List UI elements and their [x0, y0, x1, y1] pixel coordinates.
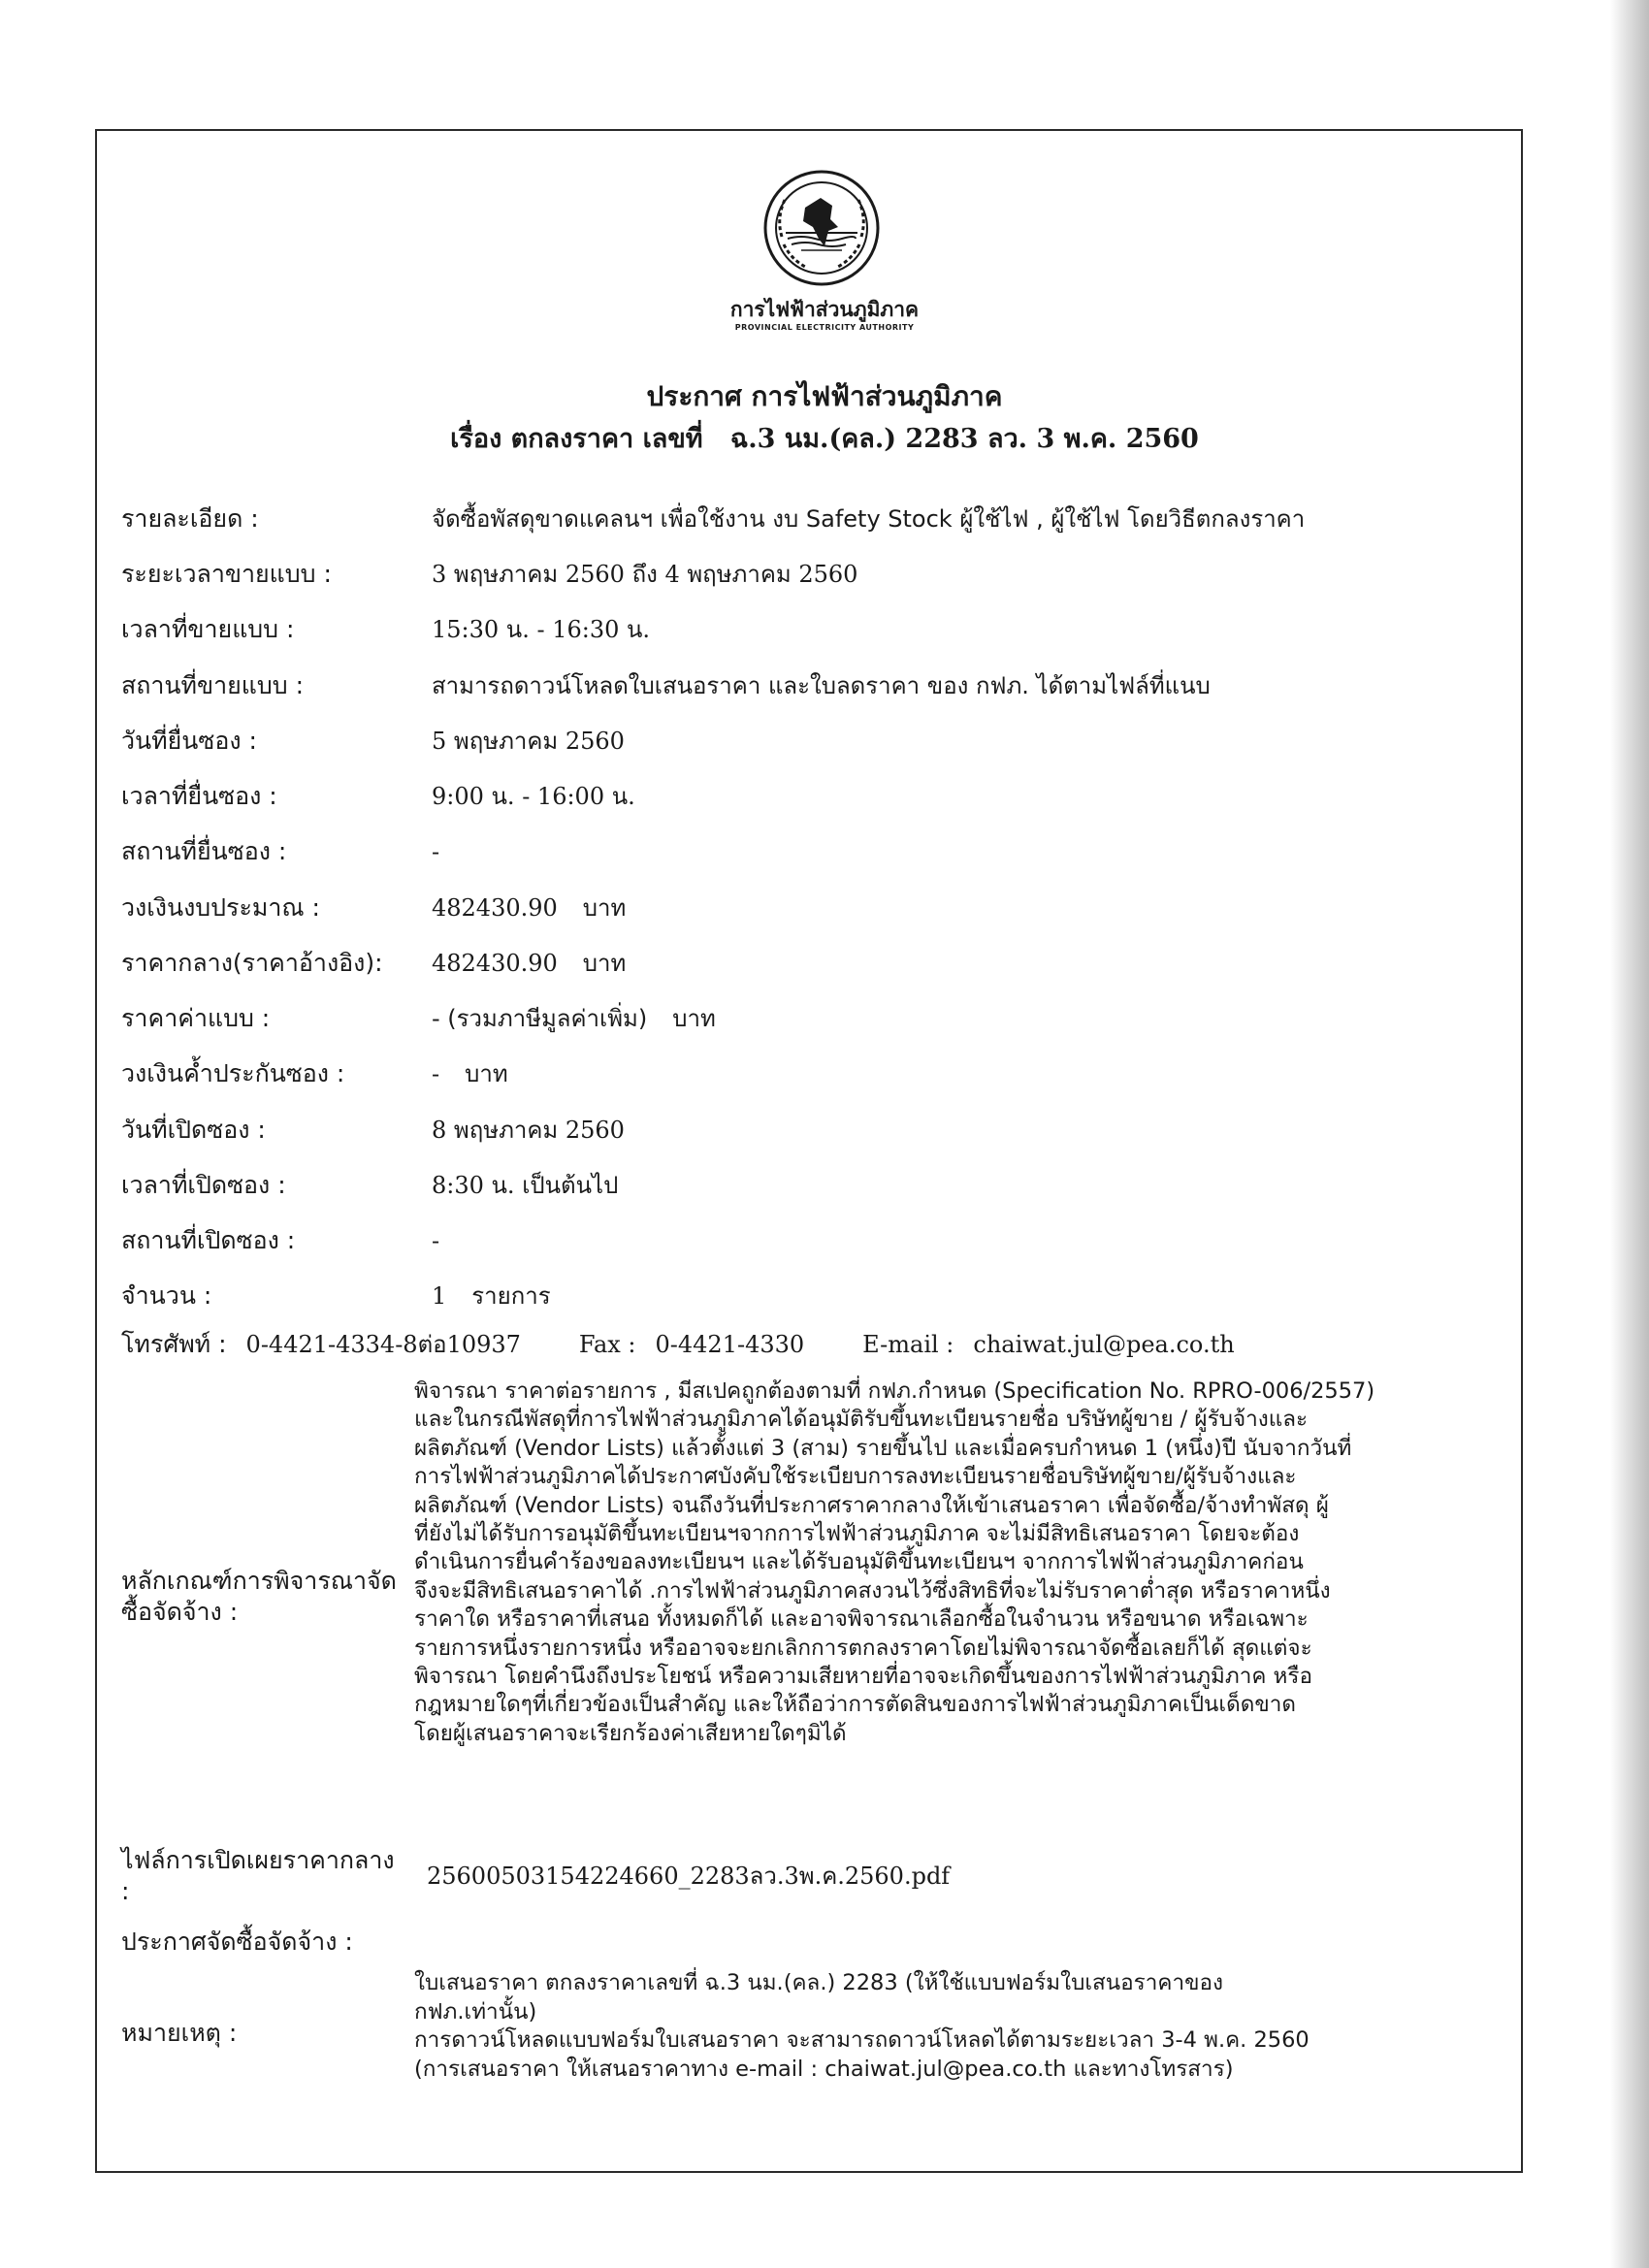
- email-label: E-mail :: [862, 1331, 954, 1358]
- field-label-submit-time: เวลาที่ยื่นซอง :: [121, 782, 277, 810]
- pea-logo-icon: [762, 169, 881, 287]
- document-fee-unit: บาท: [672, 1005, 716, 1032]
- criteria-line: รายการหนึ่งรายการหนึ่ง หรืออาจจะยกเลิกการตกลงราคาโดยไม่พิจารณาจัดซื้อเลยก็ได้ สุดแต่จะ: [414, 1635, 1312, 1661]
- field-label-quantity: จำนวน :: [121, 1281, 212, 1310]
- contact-row: [121, 1329, 1499, 1360]
- phone-number: 0-4421-4334-8ต่อ10937: [245, 1331, 521, 1358]
- fax-label: Fax :: [578, 1331, 636, 1358]
- criteria-label: [121, 1566, 417, 1628]
- criteria-line: กฎหมายใดๆที่เกี่ยวข้องเป็นสำคัญ และให้ถือว่าการตัดสินของการไฟฟ้าส่วนภูมิภาคเป็นเด็ดขาด: [414, 1692, 1296, 1718]
- field-value-budget: [432, 892, 1508, 923]
- remark-text: [414, 1969, 1510, 2084]
- field-label-open-time: เวลาที่เปิดซอง :: [121, 1171, 286, 1199]
- field-value-detail: จัดซื้อพัสดุขาดแคลนฯ เพื่อใช้งาน งบ Safety Stock ผู้ใช้ไฟ , ผู้ใช้ไฟ โดยวิธีตกลงราคา: [432, 505, 1306, 533]
- criteria-line: โดยผู้เสนอราคาจะเรียกร้องค่าเสียหายใดๆมิได้: [414, 1720, 847, 1746]
- field-label-sale-place: สถานที่ขายแบบ :: [121, 671, 305, 699]
- field-label-median-price: ราคากลาง(ราคาอ้างอิง):: [121, 949, 383, 977]
- field-label-detail: รายละเอียด :: [121, 504, 259, 533]
- field-value-submit-time: 9:00 น. - 16:00 น.: [432, 783, 635, 810]
- bid-guarantee-amount: -: [432, 1060, 440, 1087]
- criteria-line: ดำเนินการยื่นคำร้องขอลงทะเบียนฯ และได้รับอนุมัติขึ้นทะเบียนฯ จากการไฟฟ้าส่วนภูมิภาคก่อน: [414, 1549, 1304, 1575]
- field-value-open-time: 8:30 น. เป็นต้นไป: [432, 1172, 619, 1199]
- criteria-line: จึงจะมีสิทธิเสนอราคาได้ .การไฟฟ้าส่วนภูมิภาคสงวนไว้ซึ่งสิทธิที่จะไม่รับราคาต่ำสุด หรือราคาหนึ่ง: [414, 1577, 1331, 1604]
- field-label-sale-time: เวลาที่ขายแบบ :: [121, 615, 295, 643]
- remark-label: หมายเหตุ :: [121, 2019, 238, 2047]
- field-value-submit-place: -: [432, 838, 440, 865]
- criteria-line: ผลิตภัณฑ์ (Vendor Lists) จนถึงวันที่ประกาศราคากลางให้เข้าเสนอราคา เพื่อจัดซื้อ/จ้างทำพัสดุ ผู้: [414, 1492, 1329, 1518]
- field-value-quantity: [432, 1280, 1508, 1312]
- field-value-sale-time: 15:30 น. - 16:30 น.: [432, 616, 651, 643]
- criteria-line: ที่ยังไม่ได้รับการอนุมัติขึ้นทะเบียนฯจากการไฟฟ้าส่วนภูมิภาค จะไม่มีสิทธิเสนอราคา โดยจะต้อง: [414, 1521, 1300, 1547]
- field-value-median-price: [432, 948, 1508, 979]
- criteria-line: และในกรณีพัสดุที่การไฟฟ้าส่วนภูมิภาคได้อนุมัติรับขึ้นทะเบียนรายชื่อ บริษัทผู้ขาย / ผู้รับจ้างและ: [414, 1407, 1309, 1433]
- org-name-th: การไฟฟ้าส่วนภูมิภาค: [729, 298, 920, 321]
- file-label: [121, 1845, 417, 1907]
- field-label-document-fee: ราคาค่าแบบ :: [121, 1004, 271, 1032]
- field-label-open-place: สถานที่เปิดซอง :: [121, 1226, 296, 1254]
- budget-amount: 482430.90: [432, 894, 558, 922]
- quantity-amount: 1: [432, 1282, 447, 1310]
- criteria-line: พิจารณา ราคาต่อรายการ , มีสเปคถูกต้องตามที่ กฟภ.กำหนด (Specification No. RPRO-006/2557): [414, 1378, 1375, 1404]
- document-fee-amount: - (รวมภาษีมูลค่าเพิ่ม): [432, 1005, 648, 1032]
- quantity-unit: รายการ: [471, 1282, 551, 1310]
- announcement-label: ประกาศจัดซื้อจัดจ้าง :: [121, 1928, 353, 1956]
- field-label-submit-place: สถานที่ยื่นซอง :: [121, 837, 287, 865]
- criteria-line: ผลิตภัณฑ์ (Vendor Lists) แล้วตั้งแต่ 3 (สาม) รายขึ้นไป และเมื่อครบกำหนด 1 (หนึ่ง)ปี นับจากวันที่: [414, 1435, 1352, 1461]
- field-label-open-date: วันที่เปิดซอง :: [121, 1116, 266, 1144]
- file-link[interactable]: 25600503154224660_2283ลว.3พ.ค.2560.pdf: [427, 1863, 951, 1890]
- budget-unit: บาท: [582, 894, 627, 922]
- email-address: chaiwat.jul@pea.co.th: [973, 1331, 1235, 1358]
- field-label-sale-period: ระยะเวลาขายแบบ :: [121, 560, 332, 588]
- page-subtitle: [388, 417, 1261, 459]
- criteria-label-line2: ซื้อจัดจ้าง :: [121, 1598, 239, 1626]
- page-title: ประกาศ การไฟฟ้าส่วนภูมิภาค: [646, 380, 1003, 412]
- remark-line: กฟภ.เท่านั้น): [414, 1998, 537, 2025]
- field-label-budget: วงเงินงบประมาณ :: [121, 893, 320, 922]
- field-value-sale-place: สามารถดาวน์โหลดใบเสนอราคา และใบลดราคา ของ กฟภ. ได้ตามไฟล์ที่แนบ: [432, 672, 1211, 699]
- field-value-bid-guarantee: [432, 1058, 1508, 1089]
- median-price-amount: 482430.90: [432, 950, 558, 977]
- median-price-unit: บาท: [582, 950, 627, 977]
- field-label-bid-guarantee: วงเงินค้ำประกันซอง :: [121, 1059, 345, 1087]
- criteria-text: [414, 1377, 1535, 1748]
- criteria-line: ราคาใด หรือราคาที่เสนอ ทั้งหมดก็ได้ และอาจพิจารณาเลือกซื้อในจำนวน หรือขนาด หรือเฉพาะ: [414, 1606, 1309, 1633]
- field-label-submit-date: วันที่ยื่นซอง :: [121, 727, 257, 755]
- remark-line: (การเสนอราคา ให้เสนอราคาทาง e-mail : chaiwat.jul@pea.co.th และทางโทรสาร): [414, 2056, 1234, 2082]
- criteria-line: การไฟฟ้าส่วนภูมิภาคได้ประกาศบังคับใช้ระเบียบการลงทะเบียนรายชื่อบริษัทผู้ขาย/ผู้รับจ้างและ: [414, 1464, 1297, 1490]
- remark-line: ใบเสนอราคา ตกลงราคาเลขที่ ฉ.3 นม.(คล.) 2283 (ให้ใช้แบบฟอร์มใบเสนอราคาของ: [414, 1970, 1223, 1995]
- field-value-document-fee: [432, 1003, 1508, 1034]
- file-label-line1: ไฟล์การเปิดเผยราคากลาง: [121, 1846, 395, 1874]
- criteria-label-line1: หลักเกณฑ์การพิจารณาจัด: [121, 1567, 397, 1595]
- scan-edge-shadow: [1610, 0, 1649, 2268]
- criteria-line: พิจารณา โดยคำนึงถึงประโยชน์ หรือความเสียหายที่อาจจะเกิดขึ้นของการไฟฟ้าส่วนภูมิภาค หรือ: [414, 1664, 1312, 1690]
- field-value-submit-date: 5 พฤษภาคม 2560: [432, 728, 625, 755]
- field-value-open-date: 8 พฤษภาคม 2560: [432, 1117, 625, 1144]
- fax-number: 0-4421-4330: [655, 1331, 805, 1358]
- field-value-open-place: -: [432, 1227, 440, 1254]
- field-value-sale-period: 3 พฤษภาคม 2560 ถึง 4 พฤษภาคม 2560: [432, 561, 858, 588]
- subject-label: เรื่อง ตกลงราคา เลขที่: [450, 424, 703, 454]
- org-name-en: PROVINCIAL ELECTRICITY AUTHORITY: [734, 323, 915, 332]
- phone-label: โทรศัพท์ :: [121, 1330, 227, 1358]
- file-label-line2: :: [121, 1877, 130, 1905]
- subject-value: ฉ.3 นม.(คล.) 2283 ลว. 3 พ.ค. 2560: [729, 424, 1199, 454]
- remark-line: การดาวน์โหลดแบบฟอร์มใบเสนอราคา จะสามารถดาวน์โหลดได้ตามระยะเวลา 3-4 พ.ค. 2560: [414, 2027, 1310, 2054]
- bid-guarantee-unit: บาท: [465, 1060, 508, 1087]
